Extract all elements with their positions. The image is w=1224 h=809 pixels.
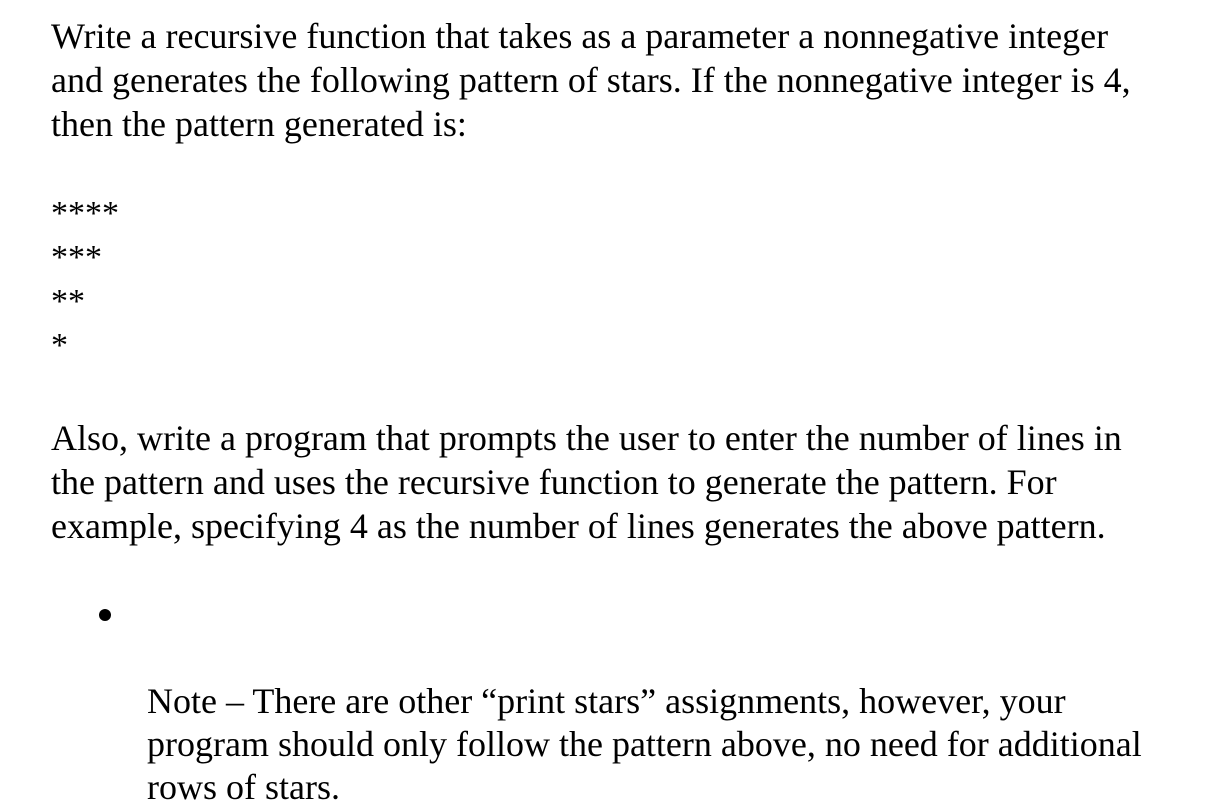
problem-statement: Write a recursive function that takes as a parameter a nonnegative integer and generates the following pattern of stars. If the nonnegative integer is 4, then the pattern generated is:	[51, 16, 1131, 144]
pattern-line: **	[51, 283, 85, 320]
bullet-icon	[99, 609, 111, 621]
pattern-line: *	[51, 327, 68, 364]
list-item	[51, 594, 1211, 809]
notes-list	[51, 594, 1211, 809]
pattern-line: ****	[51, 195, 119, 232]
star-pattern	[51, 192, 1211, 368]
note-text: Note – There are other “print stars” assignments, however, your program should only follow the pattern above, no need for additional rows of stars.	[147, 681, 1142, 807]
document-page	[51, 14, 1211, 809]
program-instructions: Also, write a program that prompts the user to enter the number of lines in the pattern and uses the recursive function to generate the pattern. For example, specifying 4 as the number of lines generates the above pattern.	[51, 418, 1122, 546]
pattern-line: ***	[51, 239, 102, 276]
